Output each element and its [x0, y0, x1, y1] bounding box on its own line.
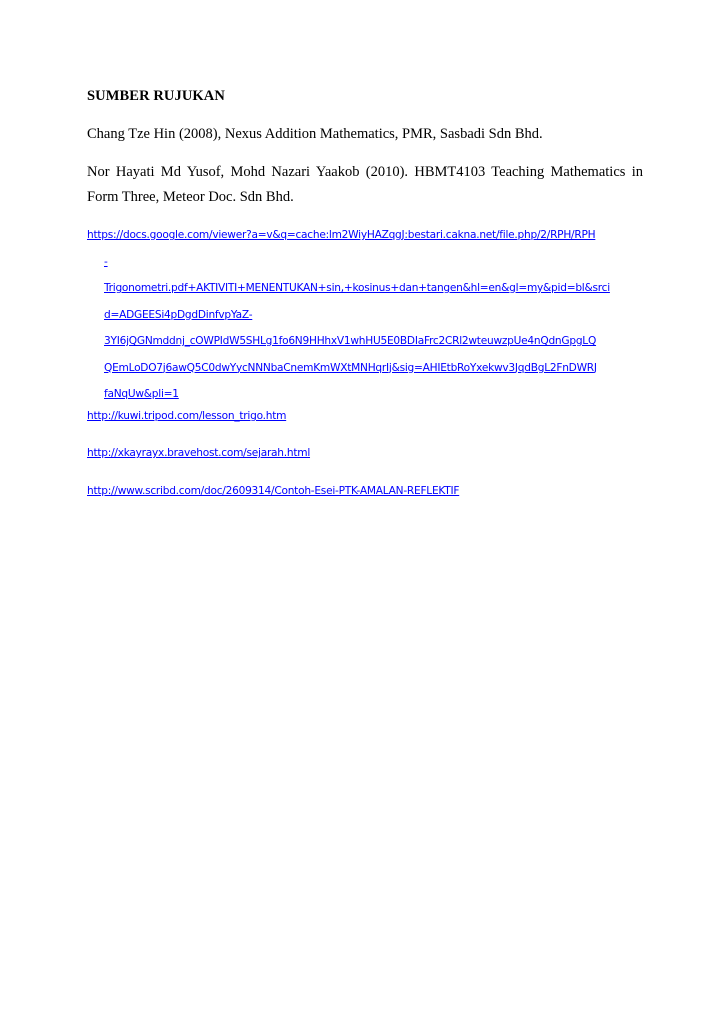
- link-line[interactable]: faNqUw&pli=1: [104, 388, 179, 400]
- link-line[interactable]: Trigonometri.pdf+AKTIVITI+MENENTUKAN+sin,+kosinus+dan+tangen&hl=en&gl=my&pid=bl&srci: [104, 282, 610, 294]
- tripod-link[interactable]: http://kuwi.tripod.com/lesson_trigo.htm: [87, 410, 287, 422]
- scribd-link[interactable]: http://www.scribd.com/doc/2609314/Contoh-Esei-PTK-AMALAN-REFLEKTIF: [87, 485, 460, 497]
- bravehost-link[interactable]: http://xkayrayx.bravehost.com/sejarah.html: [87, 447, 311, 459]
- reference-item: Nor Hayati Md Yusof, Mohd Nazari Yaakob (2010). HBMT4103 Teaching Mathematics in Form Three, Meteor Doc. Sdn Bhd.: [87, 164, 643, 205]
- reference-item: Chang Tze Hin (2008), Nexus Addition Mathematics, PMR, Sasbadi Sdn Bhd.: [87, 126, 543, 142]
- link-line[interactable]: d=ADGEESi4pDgdDinfvpYaZ-: [104, 308, 253, 321]
- link-line[interactable]: 3YI6jQGNmddnj_cOWPIdW5SHLg1fo6N9HHhxV1whHU5E0BDIaFrc2CRl2wteuwzpUe4nQdnGpgLQ: [104, 335, 597, 347]
- link-line[interactable]: QEmLoDO7j6awQ5C0dwYycNNNbaCnemKmWXtMNHqrIj&sig=AHIEtbRoYxekwv3JqdBgL2FnDWRJ: [104, 361, 597, 374]
- google-docs-link[interactable]: [87, 222, 647, 408]
- section-heading: SUMBER RUJUKAN: [87, 88, 225, 104]
- link-line[interactable]: https://docs.google.com/viewer?a=v&q=cache:lm2WiyHAZqgJ:bestari.cakna.net/file.php/2/RPH/RPH: [87, 229, 596, 241]
- link-line[interactable]: -: [104, 255, 108, 268]
